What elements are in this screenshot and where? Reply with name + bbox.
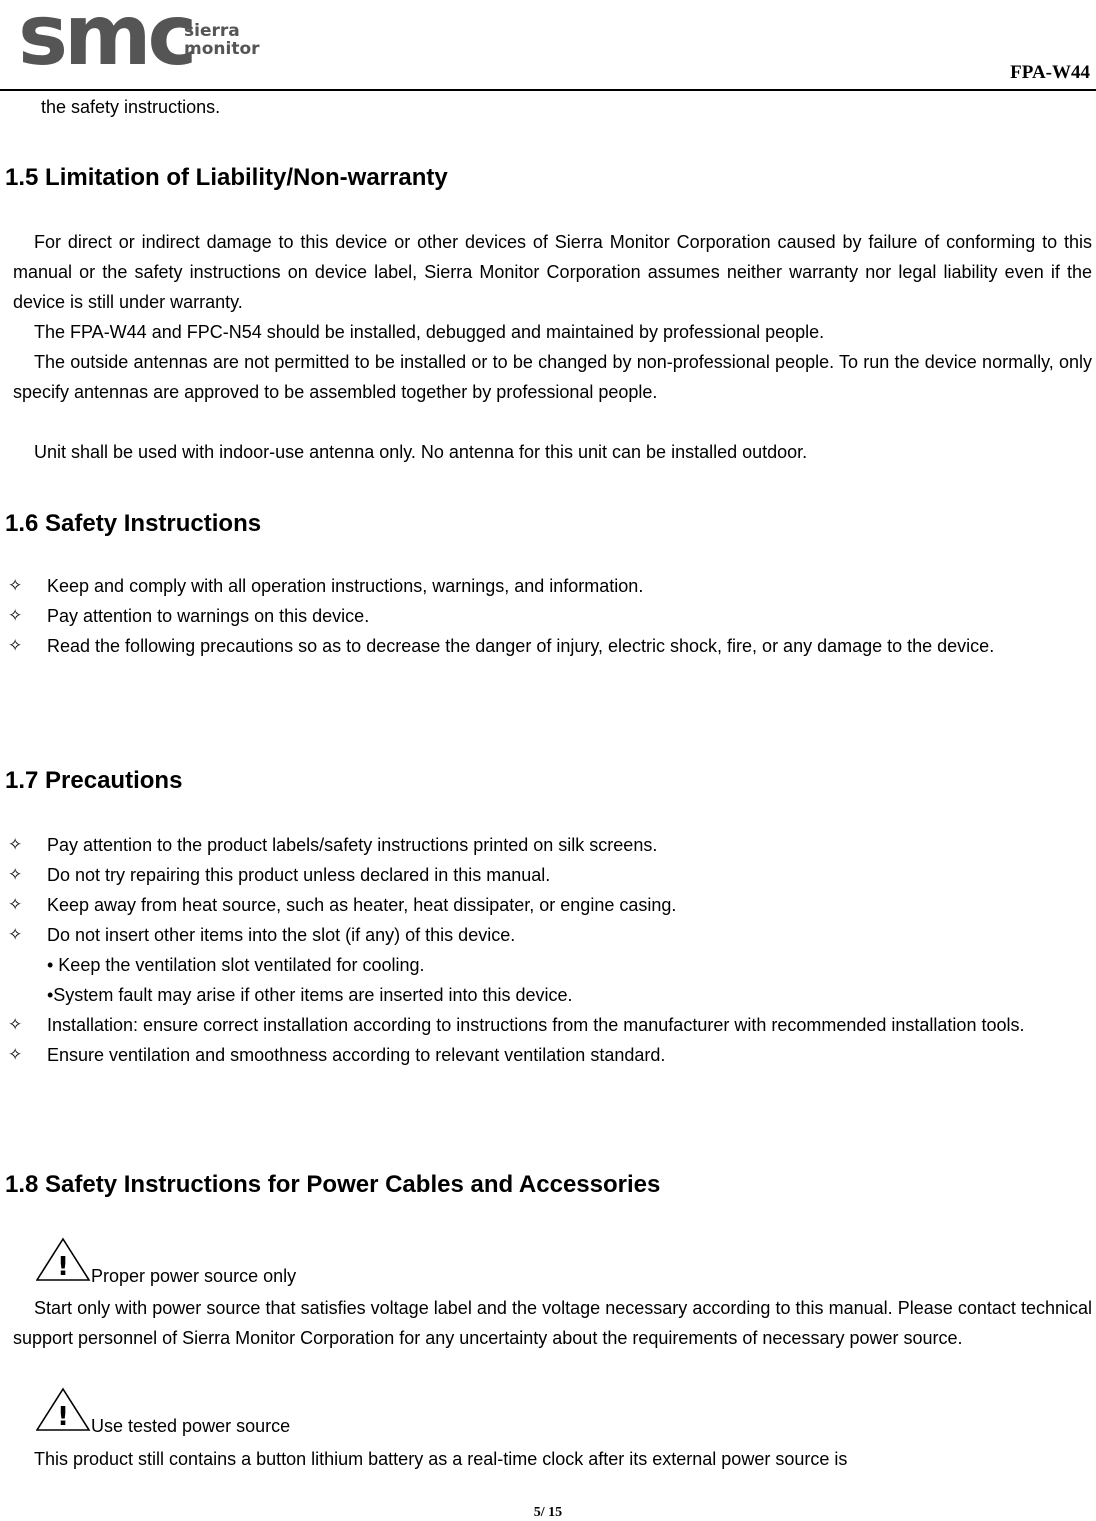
header-rule [0,89,1096,91]
safety-instructions-list [0,571,1092,661]
sparkle-bullet-icon: ✧ [8,606,23,626]
list-item [0,571,1092,601]
list-item-text: Pay attention to the product labels/safety instructions printed on silk screens. [47,835,658,855]
list-subitem: •System fault may arise if other items are inserted into this device. [47,985,573,1005]
warning-symbol: ! [57,1402,69,1432]
list-item-text: Ensure ventilation and smoothness according to relevant ventilation standard. [47,1045,666,1065]
list-item [0,860,1092,890]
sparkle-bullet-icon: ✧ [8,925,23,945]
paragraph-1-5-a: For direct or indirect damage to this device or other devices of Sierra Monitor Corporation caused by failure of conforming to this manual or the safety instructions on device label, Sierra Monitor Corporation assumes neither warranty nor legal liability even if the device is still under warranty. [13,232,1092,312]
heading-1-6: 1.6 Safety Instructions [5,510,262,537]
list-item [0,1040,1092,1070]
list-item-text: Installation: ensure correct installation according to instructions from the manufacturer with recommended installation tools. [47,1015,1025,1035]
list-item [0,920,1092,950]
heading-1-7: 1.7 Precautions [5,767,183,794]
sparkle-bullet-icon: ✧ [8,895,23,915]
list-item-text: Read the following precautions so as to decrease the danger of injury, electric shock, fire, or any damage to the device. [47,636,995,656]
list-item [0,631,1092,661]
list-subitem: • Keep the ventilation slot ventilated for cooling. [47,955,425,975]
list-item-text: Pay attention to warnings on this device. [47,606,370,626]
sparkle-bullet-icon: ✧ [8,865,23,885]
warning-triangle-icon [36,1237,92,1283]
logo-main-text: smc [18,2,194,72]
list-item-text: Keep away from heat source, such as heater, heat dissipater, or engine casing. [47,895,677,915]
sparkle-bullet-icon: ✧ [8,576,23,596]
paragraph-1-8-a: Start only with power source that satisfies voltage label and the voltage necessary according to this manual. Please contact technical support personnel of Sierra Monitor Corporation for any uncertainty about the requirements of necessary power source. [13,1298,1092,1348]
warning-symbol: ! [57,1252,69,1282]
carryover-text: the safety instructions. [41,97,221,117]
warning-label: Use tested power source [91,1416,291,1436]
sparkle-bullet-icon: ✧ [8,1045,23,1065]
list-item [0,830,1092,860]
logo-sub2-text: monitor [184,39,260,59]
sparkle-bullet-icon: ✧ [8,636,23,656]
warning-label: Proper power source only [91,1266,297,1286]
smc-sierra-monitor-logo [18,2,278,72]
sparkle-bullet-icon: ✧ [8,835,23,855]
list-item-text: Do not try repairing this product unless declared in this manual. [47,865,551,885]
list-item [0,890,1092,920]
logo-sub1-text: sierra [184,21,240,41]
paragraph-1-8-b: This product still contains a button lithium battery as a real-time clock after its external power source is [34,1449,848,1469]
paragraph-1-5-c: The outside antennas are not permitted to be installed or to be changed by non-professional people. To run the device normally, only specify antennas are approved to be assembled together by professional people. [13,352,1092,402]
heading-1-8: 1.8 Safety Instructions for Power Cables and Accessories [5,1171,661,1198]
heading-1-5: 1.5 Limitation of Liability/Non-warranty [5,164,448,191]
list-item [0,601,1092,631]
paragraph-1-5-d: Unit shall be used with indoor-use antenna only. No antenna for this unit can be installed outdoor. [34,442,808,462]
precautions-list [0,830,1092,1070]
page-number: 5/ 15 [533,1505,563,1520]
warning-triangle-icon [36,1387,92,1433]
paragraph-1-5-b: The FPA-W44 and FPC-N54 should be installed, debugged and maintained by professional people. [34,322,825,342]
sparkle-bullet-icon: ✧ [8,1015,23,1035]
list-item-text: Keep and comply with all operation instructions, warnings, and information. [47,576,644,596]
list-item [0,1010,1092,1040]
list-item-text: Do not insert other items into the slot (if any) of this device. [47,925,516,945]
document-code: FPA-W44 [1010,62,1090,83]
